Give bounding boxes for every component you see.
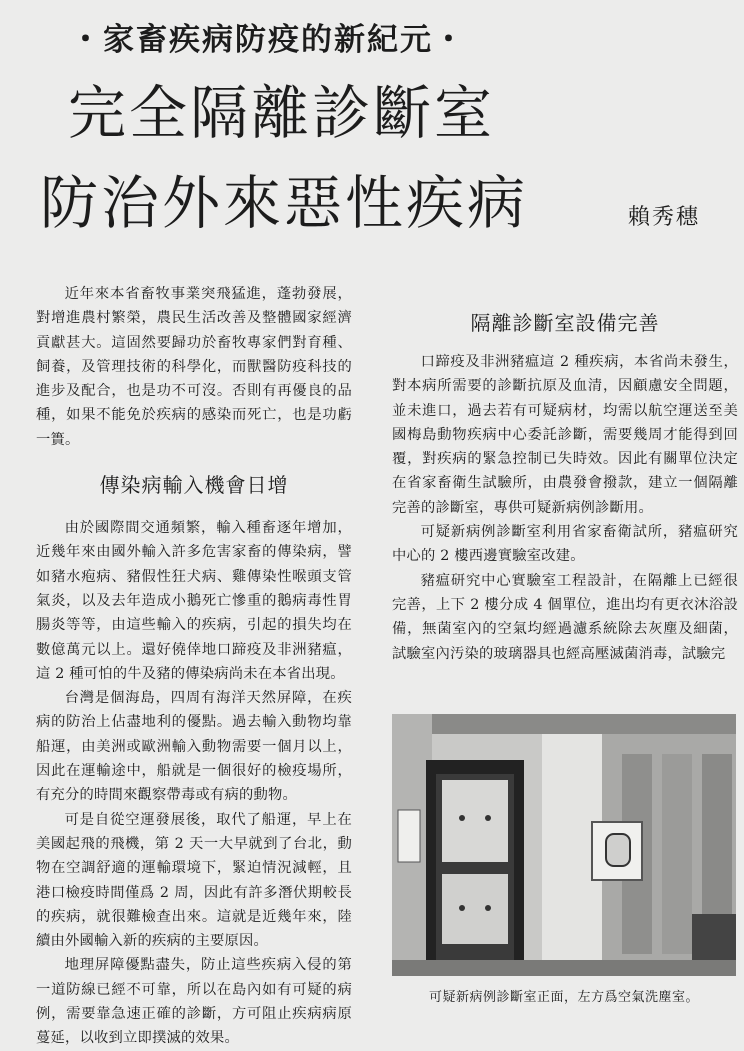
body-paragraph: 地理屏障優點盡失，防止這些疾病入侵的第一道防線已經不可靠，所以在島內如有可疑的病例，需要靠急速正確的診斷，方可阻止疾病病原蔓延，以收到立即撲滅的效果。 xyxy=(36,957,352,1047)
lab-entrance-illustration xyxy=(392,714,736,976)
body-paragraph: 可是自從空運發展後，取代了船運，早上在美國起飛的飛機，第 2 天一大早就到了台北，動物在空調舒適的運輸環境下，緊迫情況減輕，且港口檢疫時間僅爲 2 周，因此有許多潛伏期較長的疾病，就很難檢查出來。這就是近幾年來，陸續由外國輸入新的疾病的主要原因。 xyxy=(36,811,352,950)
main-title-line-1: 完全隔離診斷室 xyxy=(68,79,496,147)
right-column xyxy=(392,308,738,666)
series-title: ・家畜疾病防疫的新紀元・ xyxy=(70,22,466,58)
author-name: 賴秀穗 xyxy=(628,205,701,230)
left-column xyxy=(36,282,352,1051)
body-paragraph: 口蹄疫及非洲豬瘟這 2 種疾病，本省尚未發生，對本病所需要的診斷抗原及血清，因顧慮安全問題，並未進口，過去若有可疑病材，均需以航空運送至美國梅島動物疾病中心委託診斷，需要幾周才能得到回覆，對疾病的緊急控制已失時效。因此有關單位決定在省家畜衛生試驗所，由農發會撥款，建立一個隔離完善的診斷室，專供可疑新病例診斷用。 xyxy=(392,354,738,516)
body-paragraph: 豬瘟研究中心實驗室工程設計，在隔離上已經很完善，上下 2 樓分成 4 個單位，進出均有更衣沐浴設備，無菌室內的空氣均經過濾系統除去灰塵及細菌，試驗室內汚染的玻璃器具也經高壓滅菌消毒，試驗完 xyxy=(392,572,738,662)
intro-paragraph: 近年來本省畜牧事業突飛猛進，蓬勃發展，對增進農村繁榮，農民生活改善及整體國家經濟貢獻甚大。這固然要歸功於畜牧專家們對育種、飼養，及管理技術的科學化，而獸醫防疫科技的進步及配合，也是功不可沒。否則有再優良的品種，如果不能免於疾病的感染而死亡，也是功虧一簣。 xyxy=(36,286,352,448)
main-title-line-2: 防治外來惡性疾病 xyxy=(40,169,529,237)
section-heading-imported-diseases: 傳染病輸入機會日增 xyxy=(99,473,289,498)
photo-caption: 可疑新病例診斷室正面，左方爲空氣洗塵室。 xyxy=(428,990,699,1005)
lab-photo xyxy=(392,714,736,976)
section-heading-isolation-lab: 隔離診斷室設備完善 xyxy=(470,311,660,335)
body-paragraph: 可疑新病例診斷室利用省家畜衛試所，豬瘟研究中心的 2 樓西邊實驗室改建。 xyxy=(392,524,738,565)
body-paragraph: 台灣是個海島，四周有海洋天然屏障，在疾病的防治上佔盡地利的優點。過去輸入動物均靠船運，由美洲或歐洲輸入動物需要一個月以上，因此在運輸途中，船就是一個很好的檢疫場所，有充分的時間來觀察帶毒或有病的動物。 xyxy=(36,690,352,804)
body-paragraph: 由於國際間交通頻繁，輸入種畜逐年增加，近幾年來由國外輸入許多危害家畜的傳染病，譬如豬水疱病、豬假性狂犬病、雞傳染性喉頭支管氣炎，以及去年造成小鵝死亡慘重的鵝病毒性胃腸炎等等，由這些輸入的疾病，引起的損失均在數億萬元以上。還好僥倖地口蹄疫及非洲豬瘟，這 2 種可怕的牛及豬的傳染病尚未在本省出現。 xyxy=(36,520,352,682)
